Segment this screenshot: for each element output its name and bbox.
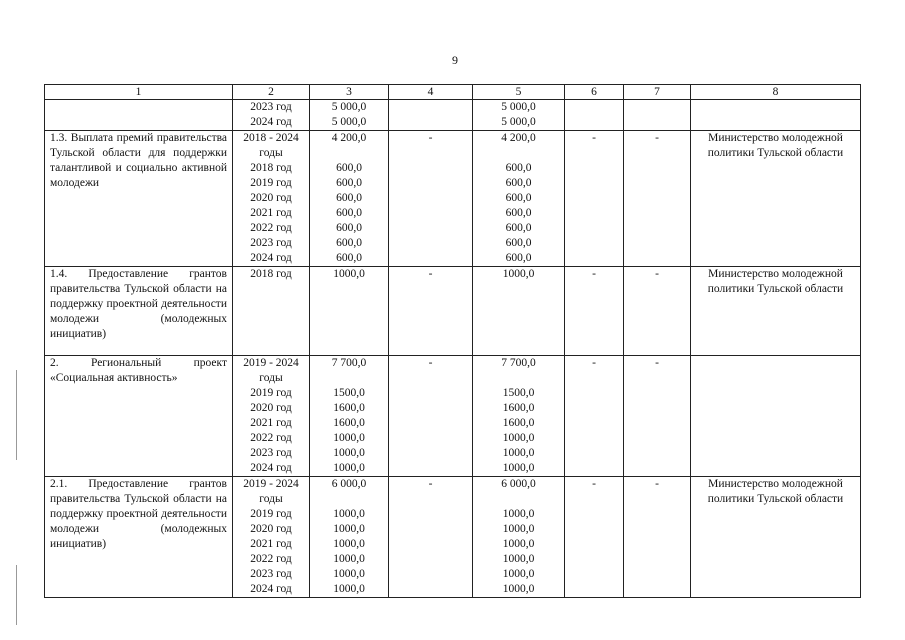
year-value: 2019 - 2024 [243,478,299,490]
total-amount-cell [310,477,389,598]
margin-mark [16,370,17,460]
header-cell: 7 [624,85,691,100]
year-value: 2022 год [250,222,292,234]
year-value: 2021 год [250,417,292,429]
col5-amount-cell [473,477,565,598]
total-amount: 600,0 [336,207,362,219]
activity-name-cell [45,356,233,477]
activity-name: 2. Региональный проект «Социальная активность» [50,357,227,384]
col5-amount: 1000,0 [502,553,535,565]
year-value: 2024 год [250,583,292,595]
col5-amount: 1000,0 [502,568,535,580]
total-amount: 1000,0 [333,508,365,520]
year-value: 2023 год [250,101,292,113]
activity-name-cell [45,477,233,598]
col4-value-cell [389,356,473,477]
total-amount [310,492,388,507]
table-row [45,100,861,131]
col7-value-cell [624,131,691,267]
col6-value: - [592,478,596,490]
col7-value: - [655,268,659,280]
col6-value-cell [565,267,624,356]
col7-value: - [655,132,659,144]
col5-amount: 1000,0 [502,432,535,444]
total-amount: 600,0 [336,237,362,249]
total-amount: 1000,0 [333,538,365,550]
margin-mark [16,565,17,625]
total-amount: 600,0 [336,162,362,174]
col5-amount: 600,0 [505,192,532,204]
col5-amount: 600,0 [505,237,532,249]
responsible-cell [691,100,861,131]
total-amount: 1000,0 [333,553,365,565]
col6-value: - [592,132,596,144]
col7-value-cell [624,100,691,131]
col7-value-cell [624,267,691,356]
header-row [45,85,861,100]
col6-value-cell [565,131,624,267]
header-cell: 3 [310,85,389,100]
col4-value-cell [389,477,473,598]
col4-value: - [428,132,433,144]
responsible-executor: Министерство молодежной политики Тульской области [707,132,844,159]
total-amount: 600,0 [336,252,362,264]
year-value: 2019 - 2024 [243,357,299,369]
year-value-cell [233,131,310,267]
col7-value [624,100,690,115]
col7-value: - [655,478,659,490]
total-amount-cell [310,267,389,356]
col4-value-cell [389,131,473,267]
total-amount: 4 200,0 [331,132,367,144]
col4-value: - [428,478,433,490]
col5-amount: 1000,0 [502,583,535,595]
col5-amount-cell [473,131,565,267]
col6-value [565,100,623,115]
col5-amount [473,146,564,161]
year-value-cell [233,356,310,477]
col5-amount [473,371,564,386]
header-cell: 4 [389,85,473,100]
col5-amount: 1600,0 [502,417,535,429]
total-amount: 1000,0 [333,268,365,280]
year-value: 2023 год [250,447,292,459]
year-value: 2022 год [250,553,292,565]
col5-amount: 5 000,0 [501,116,536,128]
total-amount: 600,0 [336,177,362,189]
col6-value: - [592,357,596,369]
col5-amount-cell [473,267,565,356]
col5-amount: 1000,0 [502,447,535,459]
header-cell: 6 [565,85,624,100]
col7-value: - [655,357,659,369]
year-value: 2024 год [250,116,292,128]
total-amount: 600,0 [336,222,362,234]
col6-value: - [592,268,596,280]
total-amount [310,371,388,386]
responsible-cell [691,477,861,598]
total-amount: 600,0 [336,192,362,204]
year-value: 2018 год [250,268,292,280]
col4-value: - [428,268,433,280]
activity-name-cell [45,267,233,356]
year-value: 2020 год [250,192,292,204]
col5-amount: 1600,0 [502,402,535,414]
col5-amount: 600,0 [505,252,532,264]
total-amount: 7 700,0 [331,357,367,369]
responsible-cell [691,356,861,477]
col5-amount: 600,0 [505,177,532,189]
year-value: 2024 год [250,252,292,264]
col5-amount-cell [473,356,565,477]
header-cell: 8 [691,85,861,100]
total-amount: 1500,0 [333,387,365,399]
year-value: 2019 год [250,387,292,399]
col5-amount: 1000,0 [502,508,535,520]
year-value-cell [233,477,310,598]
total-amount: 1600,0 [333,402,365,414]
col5-amount: 5 000,0 [501,101,536,113]
total-amount: 1000,0 [333,568,365,580]
year-value: 2020 год [250,402,292,414]
activity-name: 2.1. Предоставление грантов правительства Тульской области на поддержку проектной деятельности молодежи (молодежных инициатив) [50,478,227,550]
total-amount: 5 000,0 [331,101,367,113]
activity-name: 1.4. Предоставление грантов правительства Тульской области на поддержку проектной деятельности молодежи (молодежных инициатив) [50,268,227,340]
year-value: 2023 год [250,568,292,580]
table-row [45,267,861,356]
year-value: 2020 год [250,523,292,535]
total-amount-cell [310,100,389,131]
total-amount: 1600,0 [333,417,365,429]
total-amount-cell [310,356,389,477]
total-amount: 6 000,0 [331,478,367,490]
total-amount: 5 000,0 [331,116,367,128]
col4-value: - [428,357,433,369]
table-row [45,356,861,477]
responsible-executor: Министерство молодежной политики Тульской области [707,478,844,505]
year-value: годы [259,372,283,384]
col5-amount [473,492,564,507]
total-amount: 1000,0 [333,432,365,444]
header-cell: 2 [233,85,310,100]
year-value: 2023 год [250,237,292,249]
year-value: 2019 год [250,508,292,520]
col5-amount: 1000,0 [502,268,535,280]
col5-amount: 6 000,0 [501,478,536,490]
total-amount: 1000,0 [333,447,365,459]
year-value-cell [233,100,310,131]
header-cell: 5 [473,85,565,100]
header-cell: 1 [45,85,233,100]
col5-amount: 600,0 [505,222,532,234]
total-amount: 1000,0 [333,583,365,595]
activity-name: 1.3. Выплата премий правительства Тульской области для поддержки талантливой и социально активной молодежи [50,132,227,189]
activity-name-cell [45,131,233,267]
col5-amount: 1000,0 [502,538,535,550]
col5-amount-cell [473,100,565,131]
responsible-cell [691,131,861,267]
responsible-cell [691,267,861,356]
table-row [45,131,861,267]
year-value: 2021 год [250,207,292,219]
responsible-executor: Министерство молодежной политики Тульской области [707,268,844,295]
col6-value-cell [565,477,624,598]
col7-value-cell [624,477,691,598]
year-value: 2024 год [250,462,292,474]
total-amount [310,146,388,161]
col5-amount: 1000,0 [502,462,535,474]
table-row [45,477,861,598]
year-value: 2018 год [250,162,292,174]
col5-amount: 1500,0 [502,387,535,399]
year-value: 2019 год [250,177,292,189]
col6-value-cell [565,100,624,131]
col5-amount: 600,0 [505,162,532,174]
budget-table [44,84,861,598]
total-amount-cell [310,131,389,267]
col5-amount: 1000,0 [502,523,535,535]
page-number: 9 [452,53,458,67]
year-value-cell [233,267,310,356]
year-value: 2021 год [250,538,292,550]
col5-amount: 7 700,0 [501,357,536,369]
year-value: годы [259,147,283,159]
total-amount: 1000,0 [333,523,365,535]
col4-value-cell [389,267,473,356]
year-value: годы [259,493,283,505]
col4-value [389,100,472,115]
col7-value-cell [624,356,691,477]
year-value: 2018 - 2024 [243,132,299,144]
total-amount: 1000,0 [333,462,365,474]
col5-amount: 4 200,0 [501,132,536,144]
activity-name-cell [45,100,233,131]
col5-amount: 600,0 [505,207,532,219]
year-value: 2022 год [250,432,292,444]
col4-value-cell [389,100,473,131]
col6-value-cell [565,356,624,477]
